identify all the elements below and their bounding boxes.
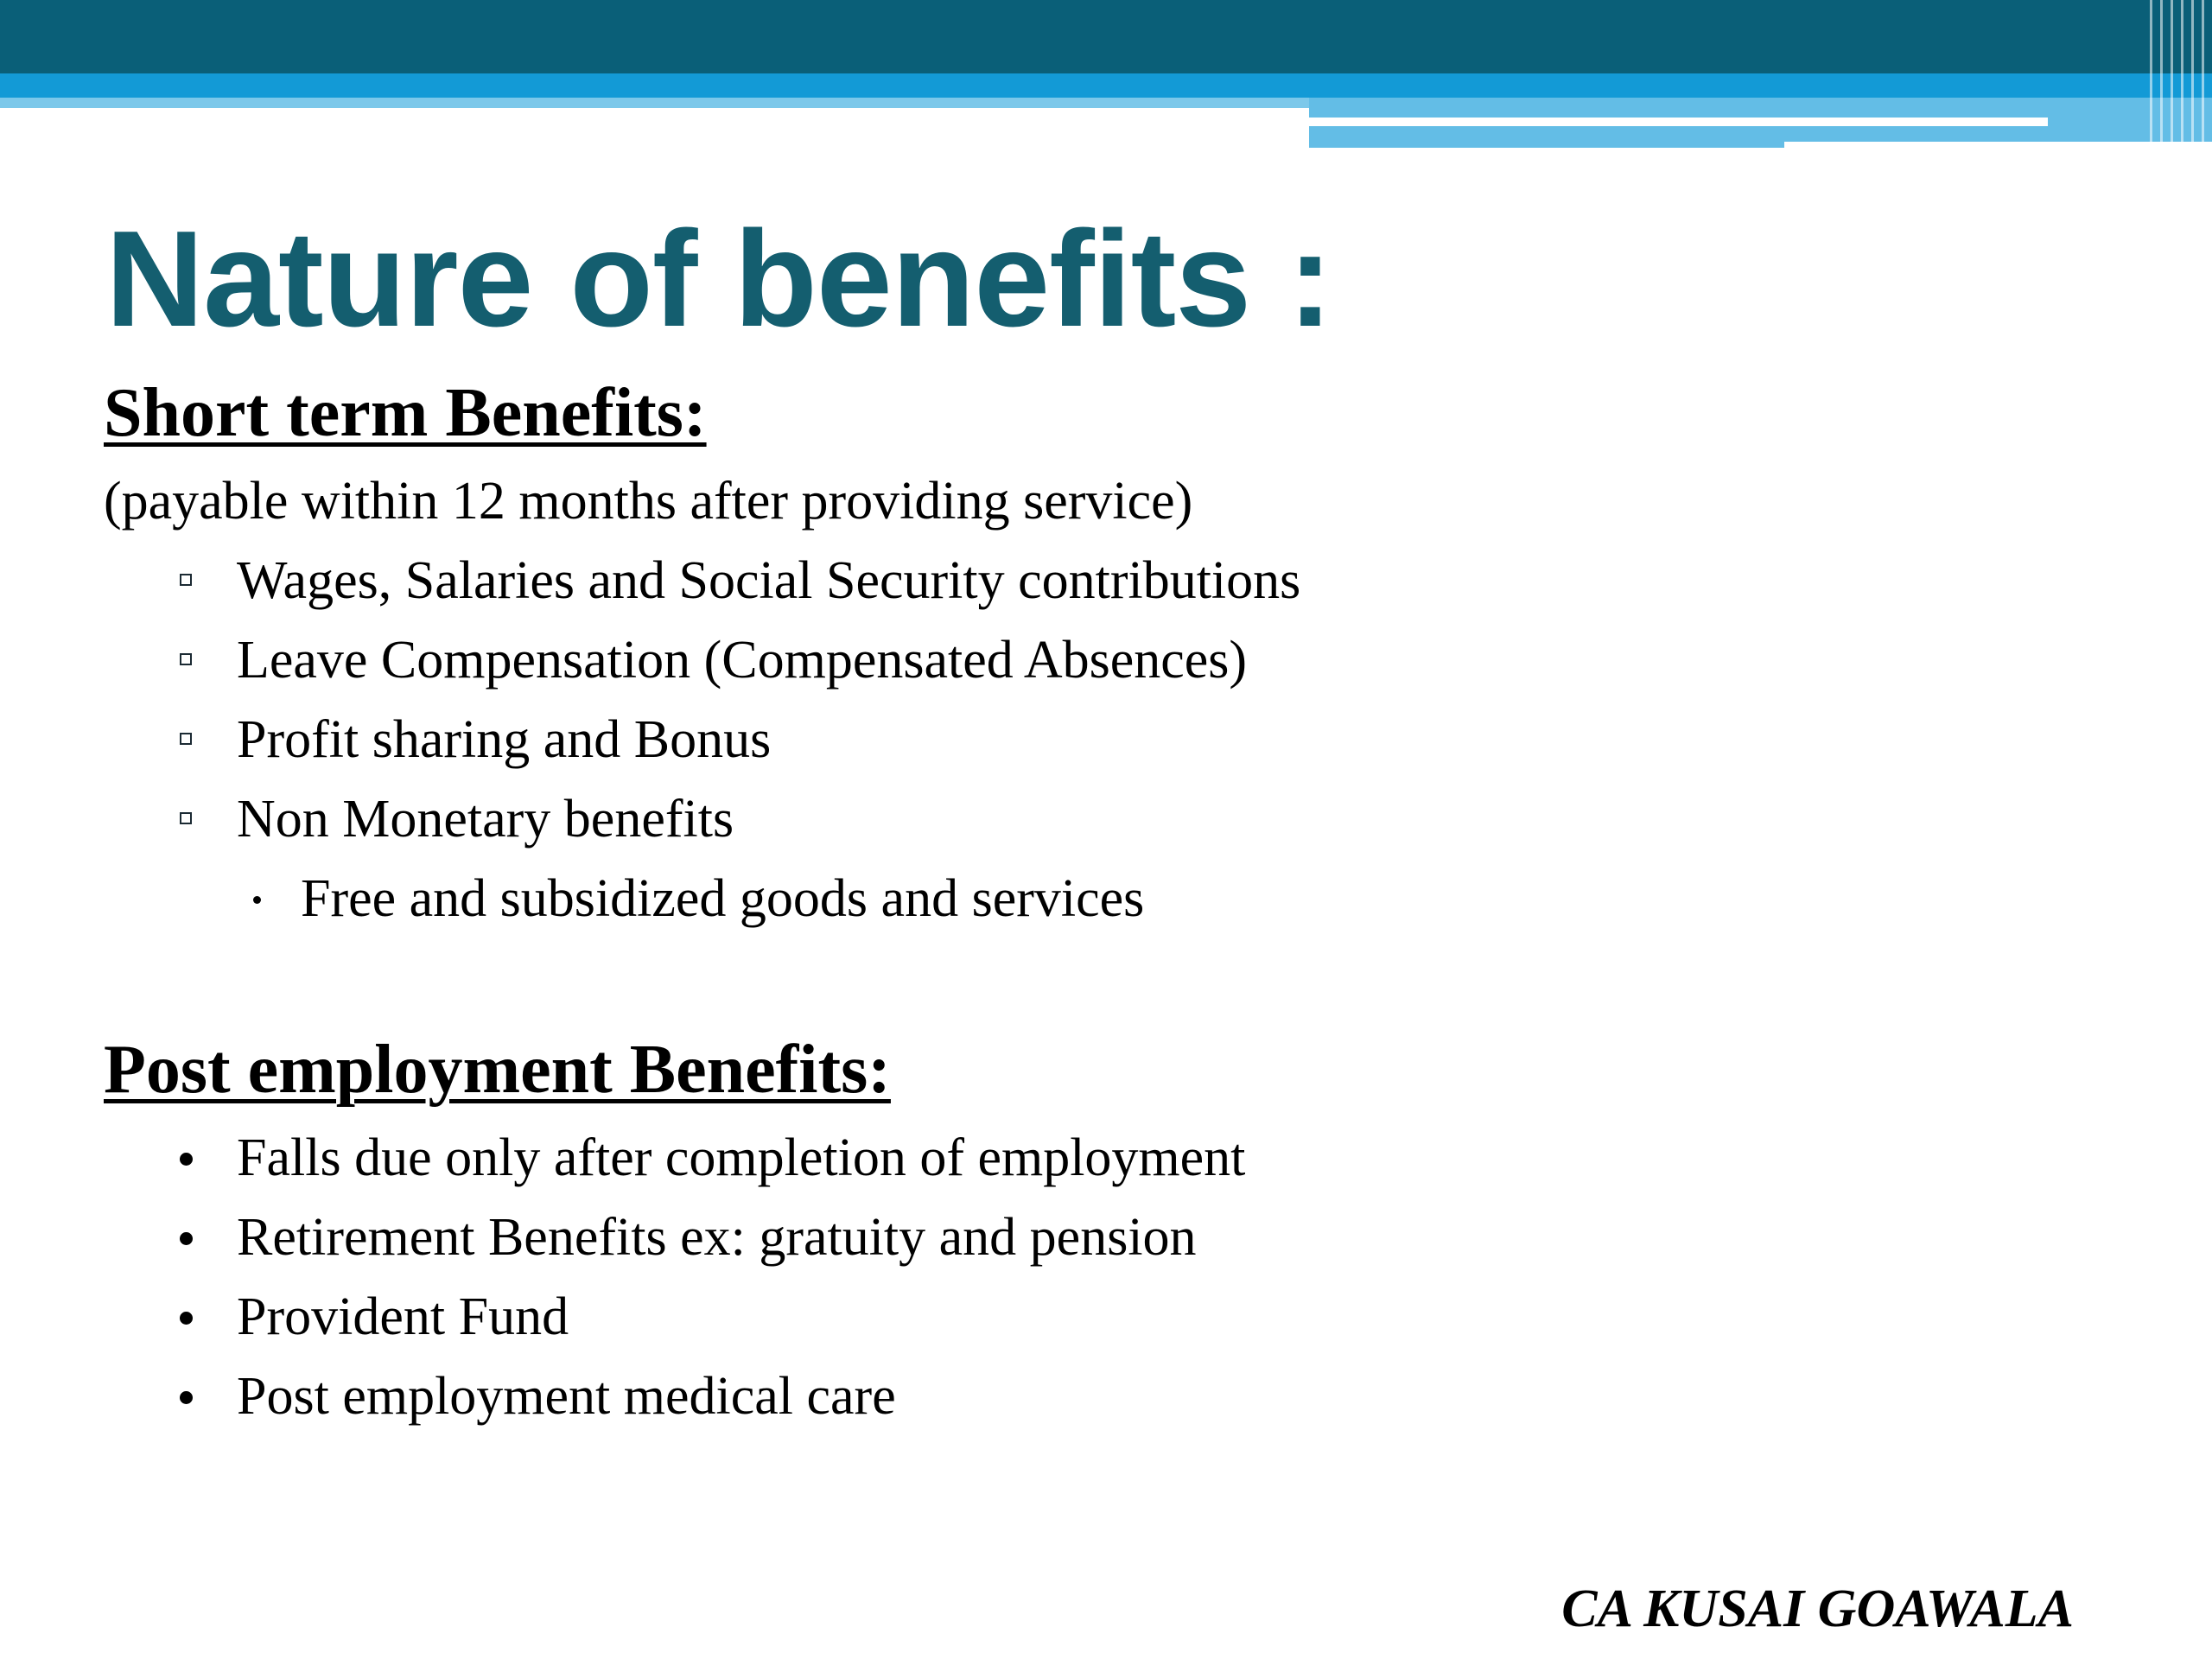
- header-accent-line-1: [1309, 118, 2048, 126]
- short-term-heading: Short term Benefits:: [104, 375, 707, 451]
- post-employment-item: Post employment medical care: [237, 1367, 896, 1426]
- short-term-subitem: Free and subsidized goods and services: [301, 869, 1145, 928]
- short-term-item: Leave Compensation (Compensated Absences): [237, 631, 1248, 690]
- round-bullet-icon: [180, 1232, 193, 1245]
- short-term-item: Profit sharing and Bonus: [237, 710, 772, 769]
- square-bullet-icon: [180, 812, 192, 824]
- square-bullet-icon: [180, 653, 192, 665]
- post-employment-item: Provident Fund: [237, 1287, 569, 1346]
- square-bullet-icon: [180, 574, 192, 586]
- short-term-item: Wages, Salaries and Social Security contributions: [237, 551, 1301, 610]
- header-bar-blue: [0, 73, 2212, 98]
- header-bar-light: [0, 98, 1309, 108]
- post-employment-heading: Post employment Benefits:: [104, 1032, 891, 1108]
- square-bullet-icon: [180, 733, 192, 745]
- post-employment-item: Retirement Benefits ex: gratuity and pension: [237, 1208, 1197, 1267]
- post-employment-item: Falls due only after completion of employment: [237, 1128, 1246, 1187]
- round-bullet-icon: [180, 1153, 193, 1166]
- header-bar-dark: [0, 0, 2212, 73]
- short-term-item: Non Monetary benefits: [237, 790, 734, 849]
- small-dot-bullet-icon: [253, 896, 261, 904]
- author-name: CA KUSAI GOAWALA: [1561, 1580, 2074, 1638]
- round-bullet-icon: [180, 1391, 193, 1404]
- round-bullet-icon: [180, 1312, 193, 1325]
- short-term-note: (payable within 12 months after providing service): [104, 472, 1193, 531]
- slide-title: Nature of benefits :: [105, 203, 1332, 355]
- header-accent-line-2: [1784, 142, 2212, 149]
- header-edge-stripes: [2150, 0, 2212, 149]
